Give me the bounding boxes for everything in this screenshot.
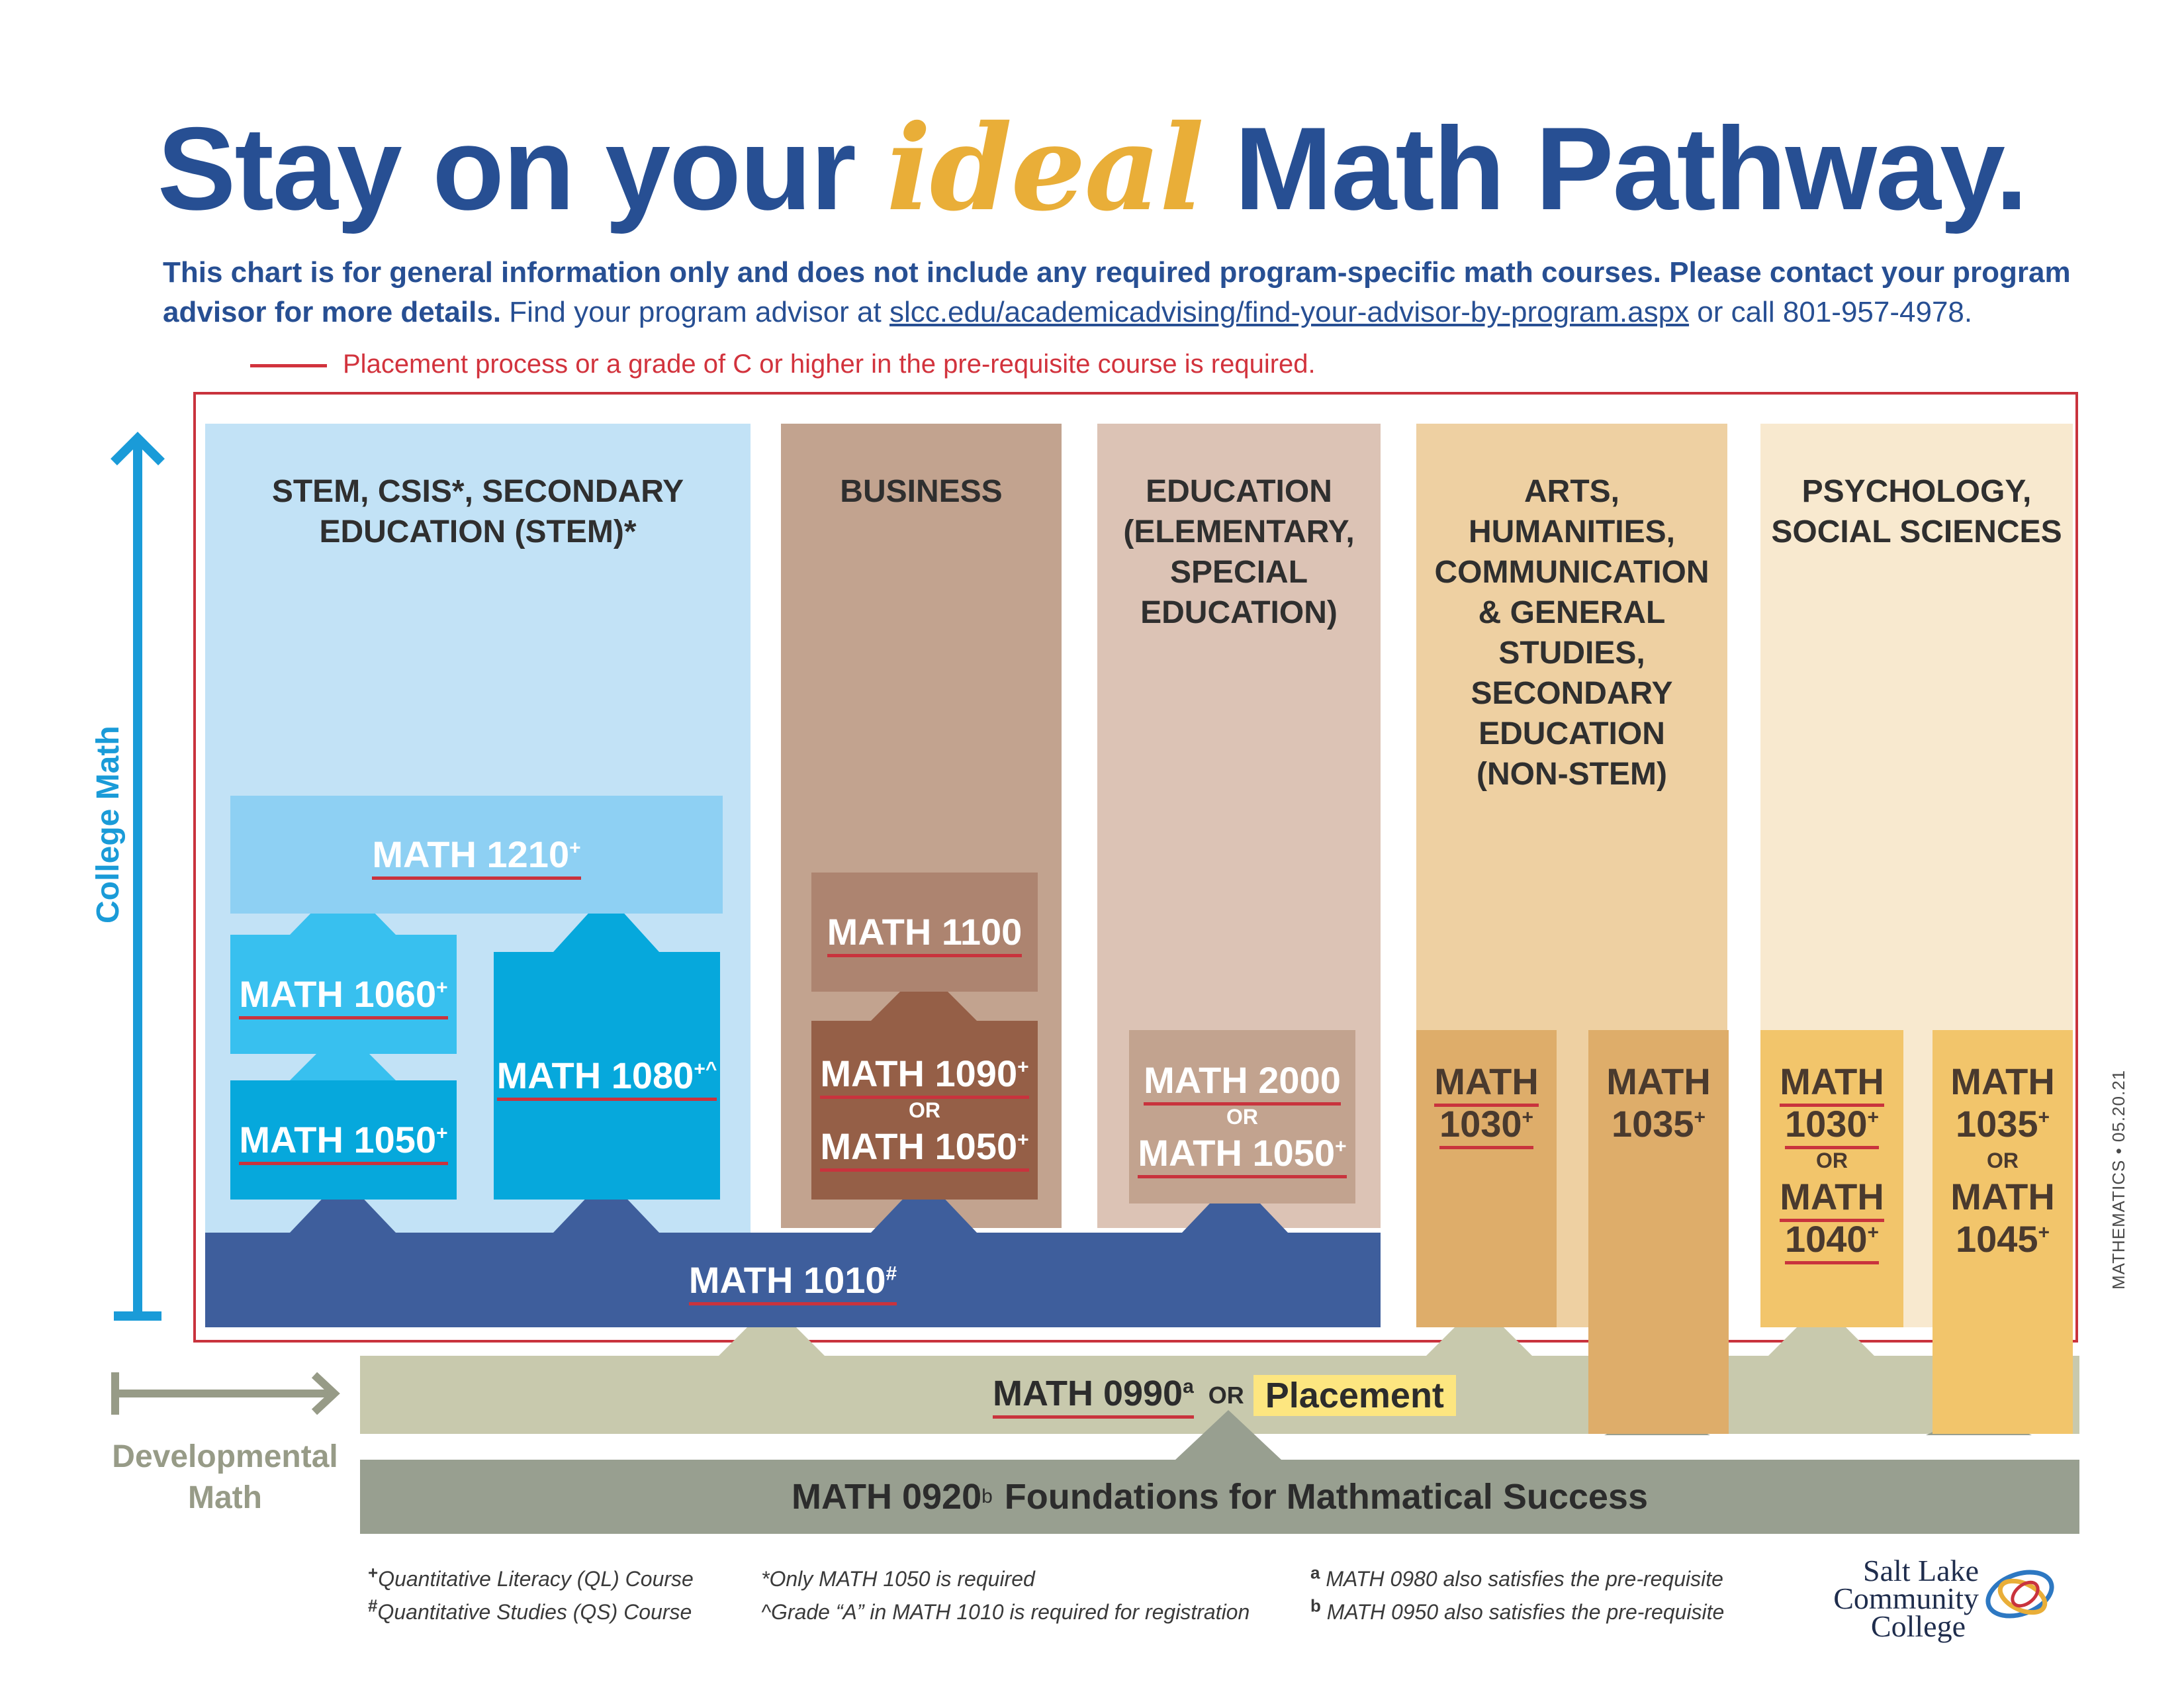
placement-label: Placement — [1253, 1375, 1456, 1416]
math-1080-sup: +^ — [694, 1058, 717, 1080]
math-1035-arts-label-a: MATH — [1606, 1061, 1711, 1102]
or-label-psych-2: OR — [1987, 1149, 2019, 1172]
math-1210-sup: + — [569, 837, 581, 859]
math-0920-row: MATH 0920 b Foundations for Mathmatical Success — [792, 1477, 1648, 1517]
math-1040-sup: + — [1867, 1221, 1880, 1244]
math-1045-label-a: MATH — [1950, 1176, 2055, 1217]
header-psych: PSYCHOLOGY, SOCIAL SCIENCES — [1771, 474, 2062, 549]
subtitle-bold: This chart is for general information only and does not include any required program-specific math courses. Please contact your program advisor for more details. — [163, 256, 2071, 328]
math-1035-arts-sup: + — [1694, 1106, 1706, 1129]
math-1050-education-sup: + — [1335, 1135, 1347, 1158]
math-0920-description: Foundations for Mathmatical Success — [1004, 1477, 1648, 1517]
course-math-1050-stem[interactable] — [230, 1080, 457, 1200]
slcc-logo — [1813, 1554, 2078, 1656]
math-1050-stem-label: MATH 1050 — [239, 1119, 437, 1160]
advisor-link[interactable]: slcc.edu/academicadvising/find-your-advisor-by-program.aspx — [889, 296, 1690, 328]
math-1100-label: MATH 1100 — [827, 911, 1023, 957]
course-math-1030-arts[interactable] — [1416, 1030, 1557, 1327]
or-label-education: OR — [1226, 1105, 1258, 1129]
header-business: BUSINESS — [840, 474, 1003, 509]
course-math-1060[interactable] — [230, 935, 457, 1054]
logo-swirl-icon — [1979, 1561, 2071, 1634]
qs-symbol: # — [368, 1595, 378, 1616]
math-1060-sup: + — [436, 976, 448, 999]
footnote-grade-a: ^Grade “A” in MATH 1010 is required for registration — [761, 1600, 1250, 1624]
developmental-label-line1: Developmental — [112, 1439, 338, 1474]
math-1035-psych-sup: + — [2038, 1106, 2050, 1129]
math-1040-label-b: 1040 — [1784, 1218, 1868, 1260]
or-label-business: OR — [909, 1098, 940, 1122]
footnote-ql: Quantitative Literacy (QL) Course — [378, 1567, 694, 1591]
subtitle-text: Find your program advisor at — [501, 296, 889, 328]
header-education: EDUCATION (ELEMENTARY, SPECIAL EDUCATION) — [1123, 474, 1355, 630]
logo-line2: Community — [1833, 1582, 1979, 1615]
developmental-label-line2: Math — [188, 1480, 262, 1515]
title-part2: Math Pathway. — [1203, 103, 2027, 234]
a-symbol: a — [1310, 1562, 1320, 1583]
math-0920-label: MATH 0920 — [792, 1477, 982, 1517]
footnote-b: MATH 0950 also satisfies the pre-requisite — [1326, 1600, 1725, 1624]
math-1090-sup: + — [1017, 1056, 1029, 1078]
footnote-qs: Quantitative Studies (QS) Course — [377, 1600, 692, 1624]
math-1030-psych-label-a: MATH — [1780, 1061, 1884, 1107]
math-1080-label: MATH 1080 — [496, 1055, 694, 1096]
math-1060-label: MATH 1060 — [239, 973, 437, 1015]
logo-line1: Salt Lake — [1863, 1554, 1979, 1587]
course-math-2000-or-1050[interactable] — [1129, 1030, 1355, 1204]
course-math-1035-arts[interactable] — [1588, 1030, 1729, 1434]
math-1050-stem-sup: + — [436, 1122, 448, 1145]
math-1050-business-label: MATH 1050 — [820, 1125, 1018, 1167]
course-math-1010[interactable] — [205, 1233, 1381, 1327]
subtitle-phone: or call 801-957-4978. — [1689, 296, 1973, 328]
college-math-label: College Math — [91, 726, 126, 923]
course-math-1035-or-1045[interactable] — [1933, 1030, 2073, 1434]
math-1030-arts-label-a: MATH — [1434, 1061, 1539, 1107]
math-1090-label: MATH 1090 — [820, 1053, 1018, 1094]
math-1040-label-a: MATH — [1780, 1176, 1884, 1222]
math-1030-arts-label-b: 1030 — [1439, 1103, 1522, 1145]
math-1050-education-label: MATH 1050 — [1138, 1132, 1336, 1174]
math-1035-arts-label-b: 1035 — [1611, 1103, 1694, 1145]
footnote-only-1050: *Only MATH 1050 is required — [761, 1567, 1035, 1591]
math-1035-psych-label-b: 1035 — [1955, 1103, 2038, 1145]
course-math-1030-or-1040[interactable] — [1760, 1030, 1903, 1327]
header-stem: STEM, CSIS*, SECONDARY EDUCATION (STEM)* — [271, 474, 684, 549]
math-0990-sup: a — [1183, 1375, 1194, 1397]
title-ideal: ideal — [886, 99, 1203, 237]
course-math-1210[interactable] — [230, 796, 723, 914]
math-0990-row — [993, 1370, 1456, 1421]
math-1045-label-b: 1045 — [1955, 1218, 2038, 1260]
math-1030-arts-sup: + — [1522, 1106, 1534, 1129]
b-symbol: b — [1310, 1595, 1321, 1616]
ql-symbol: + — [368, 1562, 379, 1583]
math-1010-label: MATH 1010 — [688, 1258, 886, 1301]
math-1035-psych-label-a: MATH — [1950, 1061, 2055, 1102]
math-1030-psych-sup: + — [1867, 1106, 1880, 1129]
footnotes-right — [1310, 1562, 1724, 1629]
course-math-1090-or-1050[interactable] — [811, 1021, 1038, 1200]
logo-line3: College — [1870, 1609, 1966, 1643]
footnotes-left — [368, 1562, 694, 1629]
footnotes-middle — [761, 1562, 1250, 1629]
legend-text: Placement process or a grade of C or higher in the pre-requisite course is required. — [343, 350, 1316, 379]
course-math-1100[interactable] — [811, 873, 1038, 992]
side-note: MATHEMATICS • 05.20.21 — [2109, 1069, 2128, 1290]
math-1050-business-sup: + — [1017, 1129, 1029, 1151]
math-1010-sup: # — [886, 1262, 897, 1284]
header-arts: ARTS, HUMANITIES, COMMUNICATION & GENERAL STUDIES, SECONDARY EDUCATION (NON-STEM) — [1434, 474, 1709, 792]
or-label-dev: OR — [1208, 1382, 1244, 1409]
title-part1: Stay on your — [157, 103, 887, 234]
math-0990-label: MATH 0990 — [993, 1373, 1183, 1413]
course-math-1080[interactable] — [494, 952, 720, 1200]
math-2000-label: MATH 2000 — [1144, 1059, 1341, 1106]
math-1210-label: MATH 1210 — [372, 833, 570, 875]
math-1030-psych-label-b: 1030 — [1784, 1103, 1868, 1145]
math-1045-sup: + — [2038, 1221, 2050, 1244]
footnote-a: MATH 0980 also satisfies the pre-requisite — [1326, 1567, 1723, 1591]
or-label-psych-1: OR — [1816, 1149, 1848, 1172]
